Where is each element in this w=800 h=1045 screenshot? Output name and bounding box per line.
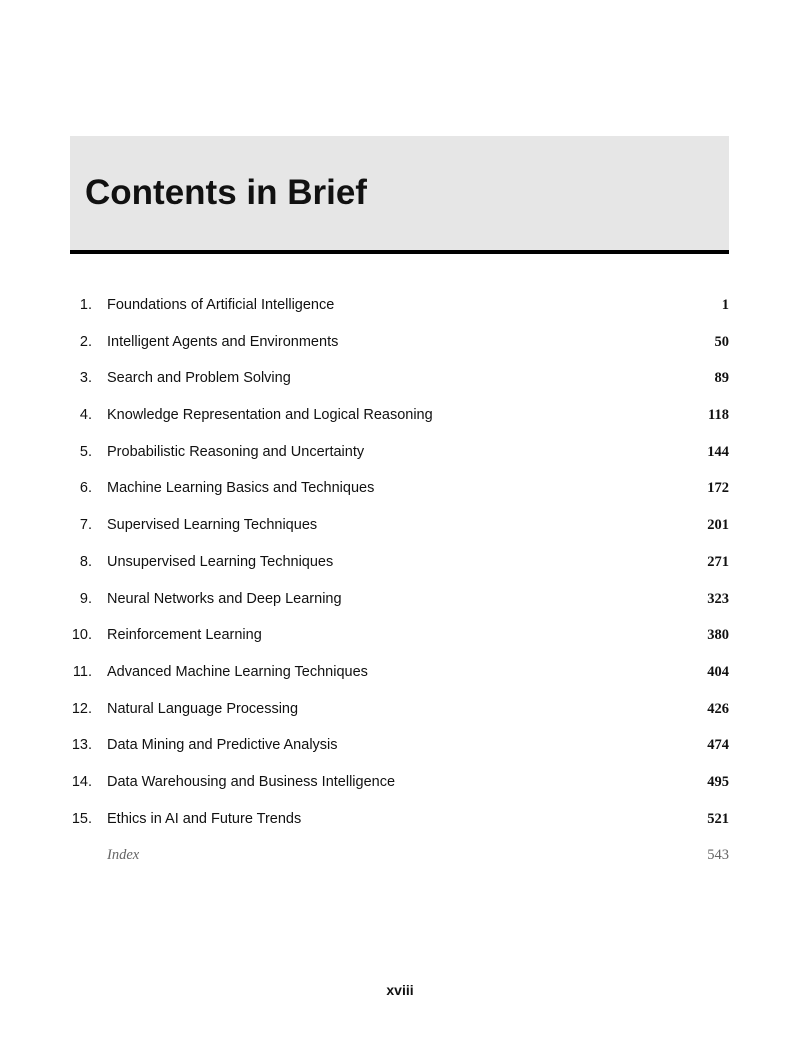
chapter-number: 9. [79, 590, 92, 607]
chapter-title: Machine Learning Basics and Techniques [107, 480, 375, 497]
chapter-title: Natural Language Processing [107, 700, 299, 717]
chapter-title: Reinforcement Learning [107, 627, 262, 644]
index-title: Index [107, 847, 140, 864]
toc-entry-6[interactable] [70, 470, 729, 507]
chapter-page: 172 [707, 480, 729, 497]
chapter-page: 323 [707, 590, 729, 607]
toc-entry-7[interactable] [70, 507, 729, 544]
toc-entry-11[interactable] [70, 654, 729, 691]
chapter-page: 271 [707, 553, 729, 570]
chapter-number: 14. [71, 773, 92, 790]
chapter-page: 1 [721, 297, 729, 313]
toc-entry-3[interactable] [70, 360, 729, 397]
toc-entry-15[interactable] [70, 801, 729, 838]
chapter-number: 7. [79, 517, 92, 534]
chapter-title: Neural Networks and Deep Learning [107, 590, 342, 607]
toc-entry-4[interactable] [70, 397, 729, 434]
toc-entry-8[interactable] [70, 544, 729, 581]
chapter-number: 6. [79, 480, 92, 497]
chapter-number: 12. [71, 700, 92, 717]
toc-entry-5[interactable] [70, 434, 729, 471]
chapter-title: Search and Problem Solving [107, 370, 291, 387]
toc-entry-9[interactable] [70, 581, 729, 618]
chapter-number: 10. [71, 627, 92, 644]
chapter-title: Unsupervised Learning Techniques [107, 553, 334, 570]
chapter-title: Data Warehousing and Business Intelligence [107, 773, 396, 790]
chapter-title: Data Mining and Predictive Analysis [107, 737, 338, 754]
page-title: Contents in Brief [85, 173, 367, 212]
chapter-number: 5. [79, 443, 92, 460]
chapter-number: 4. [79, 407, 92, 424]
chapter-title: Ethics in AI and Future Trends [107, 810, 302, 827]
chapter-title: Supervised Learning Techniques [107, 517, 318, 534]
chapter-number: 3. [79, 370, 92, 387]
chapter-number: 8. [79, 553, 92, 570]
title-rule [70, 250, 729, 254]
chapter-page: 118 [708, 407, 729, 424]
chapter-page: 50 [714, 333, 729, 350]
toc-entry-13[interactable] [70, 727, 729, 764]
chapter-page: 144 [707, 443, 729, 460]
table-of-contents [70, 287, 729, 874]
chapter-page: 201 [707, 517, 729, 534]
chapter-page: 89 [714, 370, 729, 387]
toc-entry-10[interactable] [70, 617, 729, 654]
title-banner [70, 136, 729, 251]
chapter-page: 404 [707, 663, 729, 680]
toc-entry-index[interactable] [70, 837, 729, 874]
page-folio: xviii [386, 982, 414, 998]
chapter-title: Intelligent Agents and Environments [107, 333, 339, 350]
index-page: 543 [707, 847, 729, 864]
chapter-number: 11. [72, 663, 92, 680]
toc-entry-14[interactable] [70, 764, 729, 801]
chapter-page: 426 [707, 700, 729, 717]
chapter-number: 2. [79, 333, 92, 350]
chapter-title: Foundations of Artificial Intelligence [107, 297, 335, 313]
chapter-page: 495 [707, 773, 729, 790]
chapter-title: Knowledge Representation and Logical Reasoning [107, 407, 433, 424]
toc-entry-1[interactable] [70, 287, 729, 324]
chapter-page: 474 [707, 737, 729, 754]
chapter-page: 521 [707, 810, 729, 827]
toc-entry-2[interactable] [70, 324, 729, 361]
chapter-page: 380 [707, 627, 729, 644]
toc-entry-12[interactable] [70, 691, 729, 728]
chapter-title: Advanced Machine Learning Techniques [107, 663, 368, 680]
chapter-title: Probabilistic Reasoning and Uncertainty [107, 443, 365, 460]
chapter-number: 13. [71, 737, 92, 754]
chapter-number: 15. [71, 810, 92, 827]
chapter-number: 1. [79, 297, 92, 313]
